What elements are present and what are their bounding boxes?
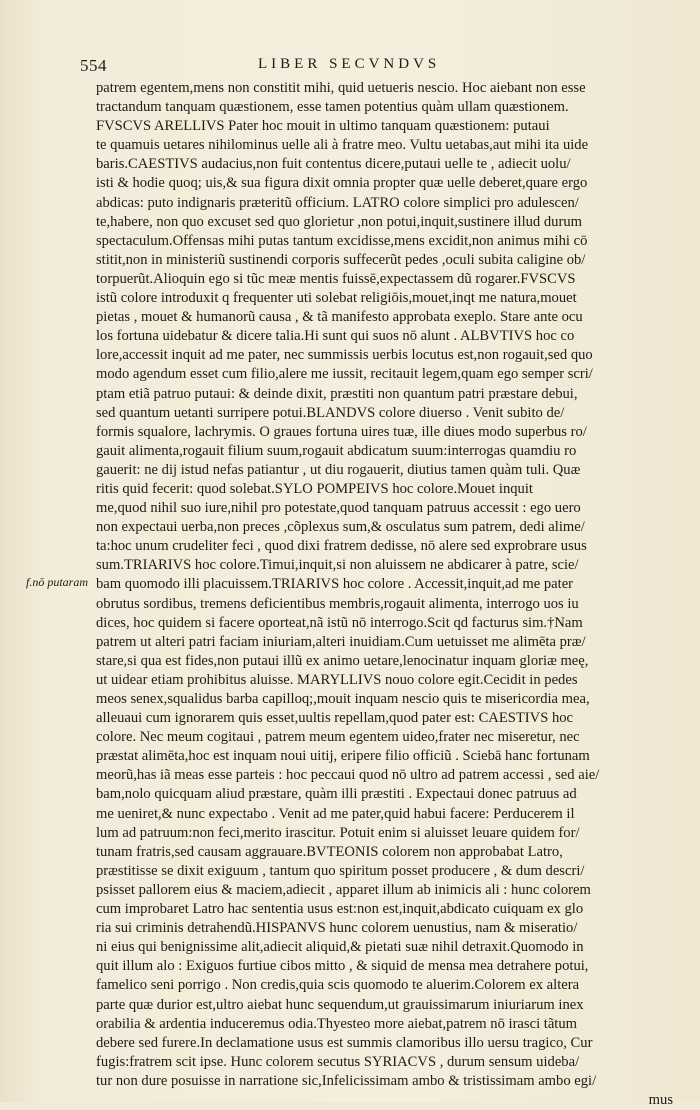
page-number: 554	[80, 56, 107, 75]
text-line: ta:hoc unum crudeliter feci , quod dixi fratrem dedisse, nō alere sed exprobrare usus	[96, 538, 587, 555]
text-line: sum.TRIARIVS hoc colore.Timui,inquit,si non aluissem ne abdicarer à patre, scie/	[96, 557, 579, 574]
text-line: ritis quid fecerit: quod solebat.SYLO POMPEIVS hoc colore.Mouet inquit	[96, 480, 533, 497]
text-line: me,quod nihil suo iure,nihil pro potestate,quod tanquam patruus accessit : ego uero	[96, 500, 581, 517]
text-line: bam,nolo quicquam aliud præstare, quàm illi præstiti . Expectaui donec patruus ad	[96, 786, 577, 803]
text-line: ptam etiã patruo putaui: & deinde dixit, præstiti non quantum patri præstare debui,	[96, 385, 578, 402]
text-line: patrem ut alteri patri faciam iniuriam,alteri inuidiam.Cum uetuisset me alimēta præ/	[96, 633, 586, 650]
text-line: cum improbaret Latro hac sententia usus est:non est,inquit,abdicato cuiquam ex glo	[96, 901, 584, 918]
text-line: meos senex,squalidus barba capilloq;,mouit inquam nescio quis te misericordia mea,	[96, 691, 590, 707]
margin-note: f.nō putaram	[26, 575, 89, 589]
text-line: te,habere, non quo excuset sed quo glorietur ,non potui,inquit,sustinere illud durum	[96, 213, 582, 230]
text-line: bam quomodo illi placuissem.TRIARIVS hoc colore . Accessit,inquit,ad me pater	[96, 576, 574, 593]
text-line: præstat alimēta,hoc est inquam noui uitij, eripere filio officiũ . Sciebā hanc fortunam	[96, 748, 590, 765]
text-line: pietas , mouet & humanorũ causa , & tã manifesto approbata exeplo. Stare ante ocu	[96, 309, 583, 326]
text-line: dices, hoc quidem si facere oporteat,nã istũ nō interrogo.Scit qd facturus sim.†Nam	[96, 614, 583, 631]
text-line: parte quæ durior est,ultro aiebat hunc sequendum,ut grauissimarum iniuriarum inex	[96, 996, 584, 1013]
text-line: modo agendum esset cum filio,alere me iussit, recitauit legem,quam ego semper scri/	[96, 366, 593, 383]
text-line: abdicas: puto indignaris præteritũ officium. LATRO colore simplici pro adulescen/	[96, 194, 579, 211]
text-line: obrutus sordibus, tremens deficientibus membris,rogauit alimenta, interrogo uos iu	[96, 595, 579, 612]
text-line: torpuerũt.Alioquin ego si tũc meæ mentis fuissē,expectassem dũ rogarer.FVSCVS	[96, 270, 576, 287]
text-line: alleuaui cum ignorarem quis esset,uultis repellam,quod pater est: CAESTIVS hoc	[96, 710, 574, 727]
text-line: ut uidear etiam prohibitus aluisse. MARYLLIVS nouo colore egit.Cecidit in pedes	[96, 671, 578, 688]
text-line: lore,accessit inquit ad me pater, nec summissis uerbis locutus est,non rogauit,sed quo	[96, 347, 593, 364]
text-line: debere sed furere.In declamatione usus est summis clamoribus illo uersu tragico, Cur	[96, 1034, 593, 1051]
body-text	[96, 79, 673, 1110]
text-line: psisset pallorem eius & maciem,adiecit , apparet illum ab inimicis ali : hunc colorem	[96, 881, 591, 898]
text-line: los fortuna uidebatur & dicere talia.Hi sunt qui suos nō alunt . ALBVTIVS hoc co	[96, 328, 575, 345]
text-line: tur non dure posuisse in narratione sic,Infelicissimam ambo & tristissimam ambo egi/	[96, 1072, 597, 1089]
text-line: gauit alimenta,rogauit filium suum,rogauit abdicatum suum:interrogas quamdiu ro	[96, 442, 577, 459]
text-line: meorũ,has iã meas esse parteis : hoc peccaui quod nō ultro ad patrem accessi , sed aie/	[96, 767, 600, 784]
running-head	[80, 52, 670, 80]
text-line: famelico seni porrigo . Non credis,quia scis quomodo te aluerim.Colorem ex altera	[96, 977, 580, 994]
text-line: lum ad patruum:non feci,merito irascitur. Potuit enim si aluisset leuare quidem for/	[96, 824, 580, 841]
text-line: FVSCVS ARELLIVS Pater hoc mouit in ultimo tanquam quæstionem: putaui	[96, 118, 550, 135]
text-line: sed quantum uetanti surripere potui.BLANDVS colore diuerso . Venit subito de/	[96, 404, 565, 421]
text-line: spectaculum.Offensas mihi putas tantum excidisse,mens excidit,non animus mihi cō	[96, 232, 588, 249]
text-line: orabilia & ardentia induceremus odia.Thyesteo more aiebat,patrem nō irasci tãtum	[96, 1015, 578, 1032]
text-line: isti & hodie quoq; uis,& sua figura dixit omnia propter quæ uelle deberet,quare ergo	[96, 175, 588, 192]
text-line: tractandum tanquam quæstionem, esse tamen potentius quàm ullam quæstionem.	[96, 99, 569, 116]
text-line: baris.CAESTIVS audacius,non fuit contentus dicere,putaui uelle te , adiecit uolu/	[96, 156, 571, 173]
text-line: præstitisse se dixit exiguum , tantum quo spiritum posset producere , & dum descri/	[96, 862, 585, 879]
text-line: formis squalore, lachrymis. O graues fortuna uires tuæ, ille diues modo superbus ro/	[96, 423, 587, 440]
text-line: quit illum alo : Exiguos furtiue cibos mitto , & siquid de mensa mea detrahere potui,	[96, 958, 589, 975]
text-line: stitit,non in ministeriũ sustinendi corporis suffecerũt pedes ,oculi subita caligine ob/	[96, 251, 586, 268]
text-line: me ueniret,& nunc expectabo . Venit ad me pater,quid habui facere: Perducerem il	[96, 805, 575, 822]
text-line: ria sui criminis detrahendũ.HISPANVS hunc colorem uenustius, nam & miseratio/	[96, 920, 578, 937]
text-line: non expectaui uerba,non preces ,cõplexus sum,& osculatus sum patrem, dedi alime/	[96, 519, 585, 536]
running-title: LIBER SECVNDVS	[258, 56, 441, 72]
text-line: stare,si qua est fides,non putaui illũ ex animo uetare,lenocinatur inquam gloriæ meę,	[96, 652, 589, 669]
text-line: te quamuis uetares nihilominus uelle ali à fratre meo. Vultu uetabas,aut mihi ita uide	[96, 137, 589, 154]
text-line: mus	[648, 1091, 673, 1108]
text-line: gauerit: ne dij istud nefas patiantur , ut diu rogauerit, diutius tamen quàm tuli. Quæ	[96, 461, 581, 478]
text-line: ni eius qui benignissime alit,adiecit aliquid,& pietati suæ nihil detraxit.Quomodo in	[96, 939, 584, 956]
text-line: istũ colore introduxit q frequenter uti solebat religiōis,mouet,inqt me natura,mouet	[96, 290, 577, 307]
text-line: patrem egentem,mens non constitit mihi, quid uetueris nescio. Hoc aiebant non esse	[96, 80, 586, 96]
text-line: fugis:fratrem scit ipse. Hunc colorem secutus SYRIACVS , durum sensum uideba/	[96, 1053, 580, 1070]
text-line: colore. Nec meum cogitaui , patrem meum egentem uideo,frater nec miseretur, nec	[96, 729, 580, 746]
text-line: tunam fratris,sed causam aggrauare.BVTEONIS colorem non approbabat Latro,	[96, 843, 563, 860]
